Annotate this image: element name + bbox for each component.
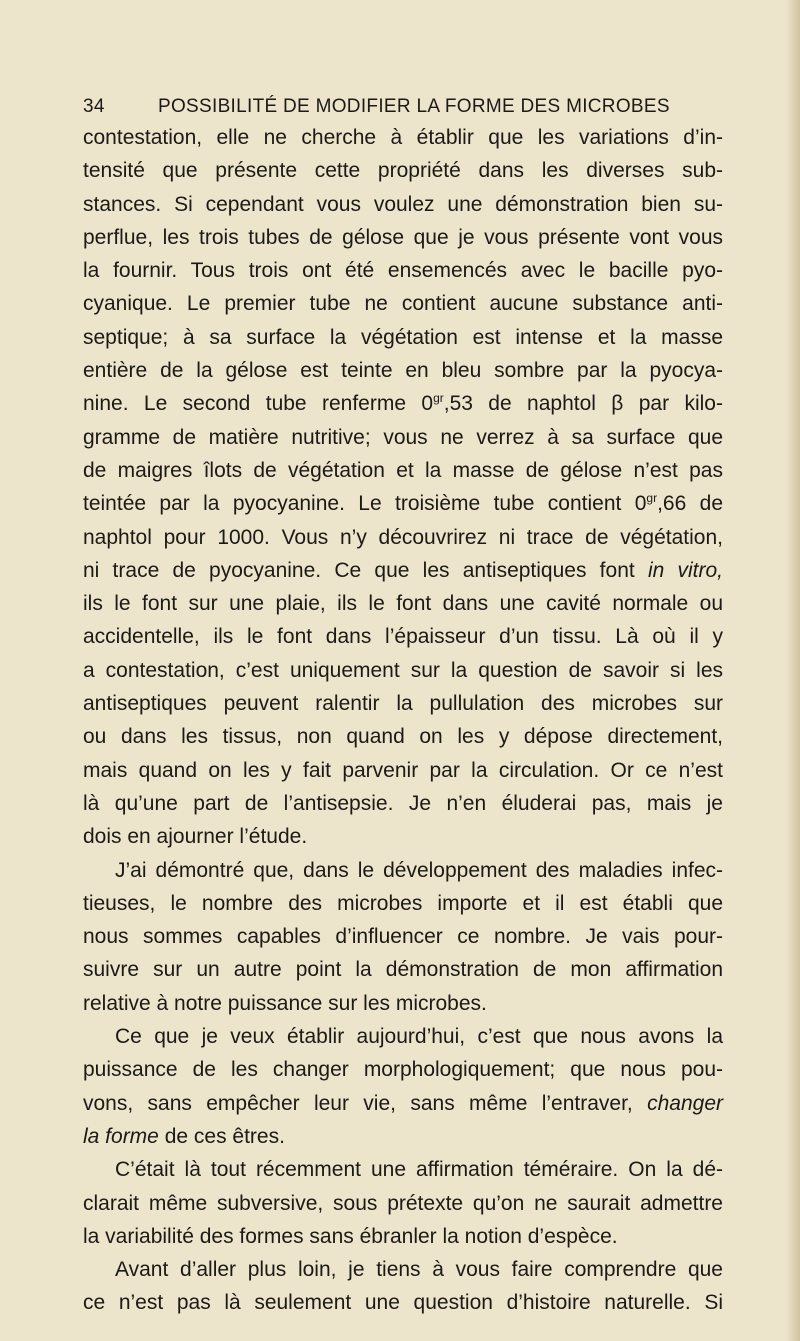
italic-phrase: la forme [83, 1124, 159, 1148]
text-line [83, 554, 723, 587]
text-line: perflue, les trois tubes de gélose que je vous présente vont vous [83, 225, 723, 249]
text-line: entière de la gélose est teinte en bleu sombre par la pyocya- [83, 359, 723, 383]
text-line: nous sommes capables d’influencer ce nombre. Je vais pour- [83, 925, 723, 949]
text-fragment: ,53 de naphtol β par kilo- [443, 392, 723, 416]
text-line: stances. Si cependant vous voulez une démonstration bien su- [83, 192, 723, 216]
text-line: ce n’est pas là seulement une question d’histoire naturelle. Si [83, 1291, 723, 1315]
text-line: ils le font sur une plaie, ils le font dans une cavité normale ou [83, 592, 723, 616]
text-line: gramme de matière nutritive; vous ne verrez à sa surface que [83, 425, 723, 449]
text-line: tieuses, le nombre des microbes importe et il est établi que [83, 891, 723, 915]
text-line: J’ai démontré que, dans le développement des maladies infec- [115, 858, 723, 882]
text-fragment: ,66 de [657, 492, 723, 516]
text-fragment: de ces êtres. [158, 1124, 285, 1148]
text-line: tensité que présente cette propriété dans les diverses sub- [83, 159, 723, 183]
italic-phrase: changer [647, 1091, 723, 1115]
page-edge-shadow [786, 0, 800, 1341]
text-line: suivre sur un autre point la démonstration de mon affirmation [83, 958, 723, 982]
text-line: mais quand on les y fait parvenir par la circulation. Or ce n’est [83, 758, 723, 782]
text-line: naphtol pour 1000. Vous n’y découvrirez ni trace de végétation, [83, 525, 723, 549]
text-line: accidentelle, ils le font dans l’épaisseur d’un tissu. Là où il y [83, 625, 723, 649]
text-line: là qu’une part de l’antisepsie. Je n’en éluderai pas, mais je [83, 791, 723, 815]
text-line: Avant d’aller plus loin, je tiens à vous faire comprendre que [115, 1258, 723, 1282]
text-fragment: teintée par la pyocyanine. Le troisième tube contient 0 [83, 492, 647, 516]
text-line: dois en ajourner l’étude. [83, 825, 308, 849]
text-line: C’était là tout récemment une affirmation téméraire. On la dé- [115, 1158, 723, 1182]
page-number: 34 [83, 96, 105, 117]
text-line [83, 1120, 723, 1153]
unit-superscript: gr [433, 391, 444, 406]
italic-phrase: in vitro, [647, 558, 724, 582]
text-fragment: nine. Le second tube renferme 0 [83, 392, 434, 416]
text-line: antiseptiques peuvent ralentir la pullulation des microbes sur [83, 692, 723, 716]
text-line: puissance de les changer morphologiquement; que nous pou- [83, 1058, 723, 1082]
text-line: cyanique. Le premier tube ne contient aucune substance anti- [83, 292, 723, 316]
text-line: a contestation, c’est uniquement sur la question de savoir si les [83, 658, 723, 682]
text-line: Ce que je veux établir aujourd’hui, c’est que nous avons la [115, 1025, 723, 1049]
text-line [83, 1087, 723, 1120]
unit-superscript: gr [646, 491, 658, 506]
text-fragment: ni trace de pyocyanine. Ce que les antiseptiques font [83, 558, 648, 582]
text-line: la fournir. Tous trois ont été ensemencés avec le bacille pyo- [83, 259, 723, 283]
text-line [83, 487, 723, 520]
running-title: POSSIBILITÉ DE MODIFIER LA FORME DES MICROBES [158, 96, 670, 117]
running-header [83, 96, 723, 120]
text-line: de maigres îlots de végétation et la masse de gélose n’est pas [83, 458, 723, 482]
text-line: contestation, elle ne cherche à établir que les variations d’in- [83, 126, 723, 149]
text-line [83, 387, 723, 420]
text-line: septique; à sa surface la végétation est intense et la masse [83, 325, 723, 349]
text-line: relative à notre puissance sur les microbes. [83, 991, 487, 1015]
text-line: clarait même subversive, sous prétexte qu’on ne saurait admettre [83, 1191, 723, 1215]
text-line: la variabilité des formes sans ébranler la notion d’espèce. [83, 1224, 618, 1248]
text-fragment: vons, sans empêcher leur vie, sans même l’entraver, [83, 1091, 648, 1115]
text-line: ou dans les tissus, non quand on les y dépose directement, [83, 725, 723, 749]
body-text [83, 121, 723, 1320]
